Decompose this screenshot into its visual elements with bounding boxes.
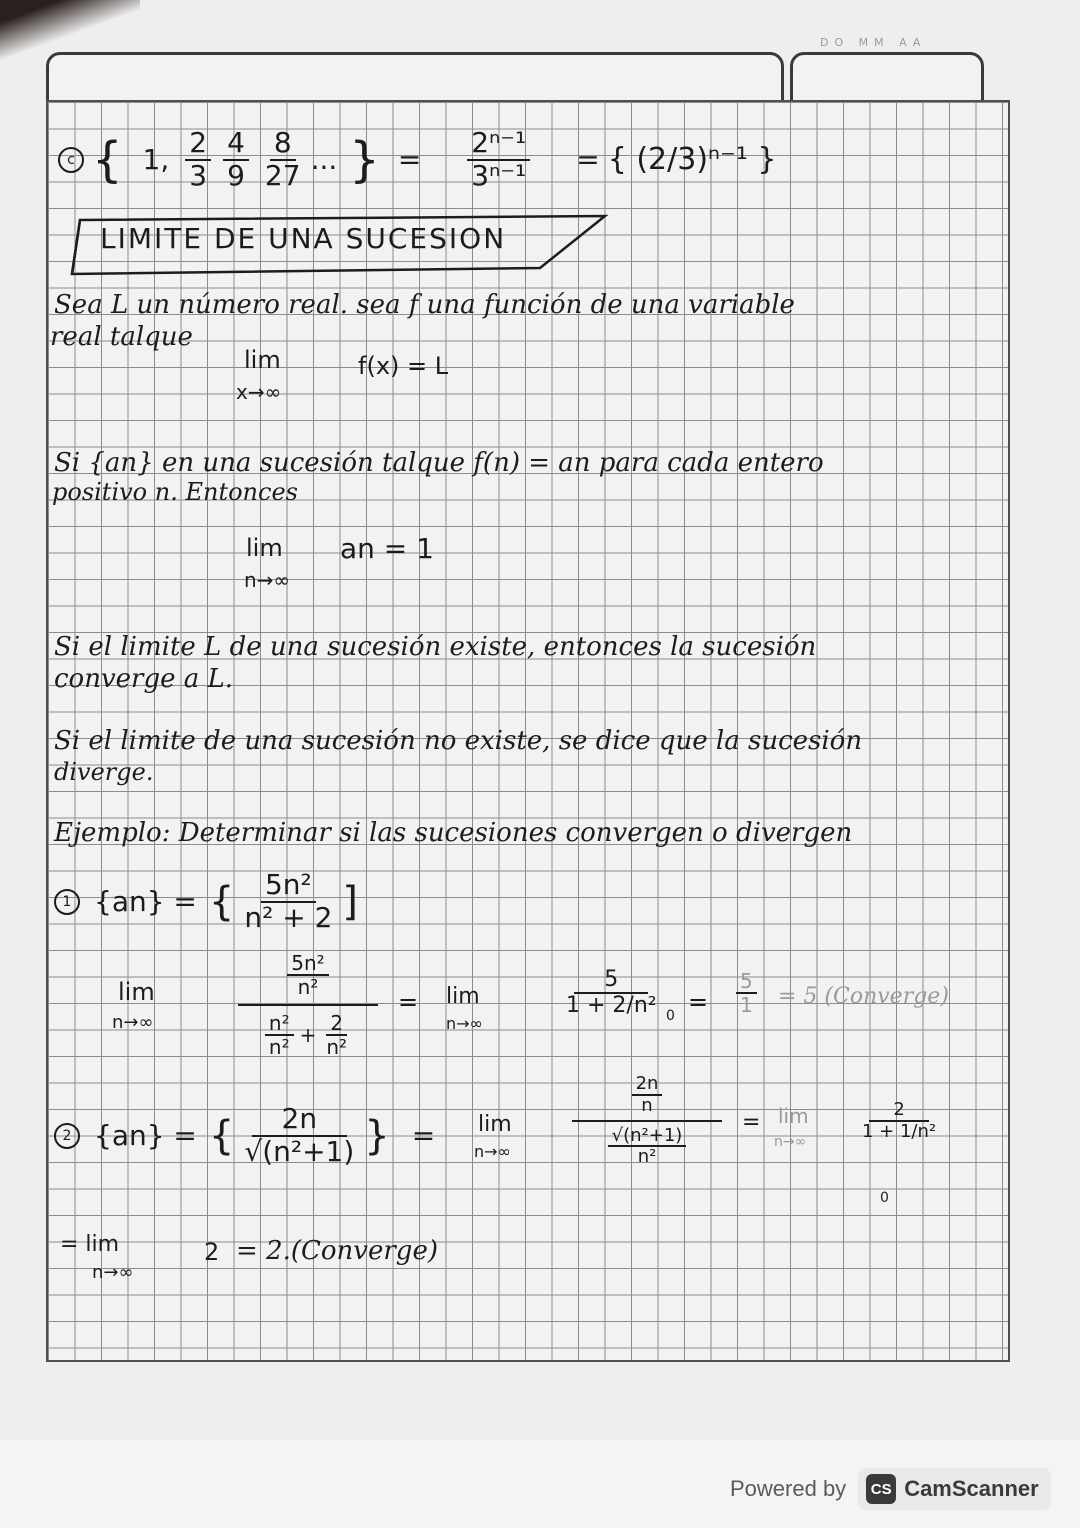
- item-c-line: [58, 128, 776, 192]
- ex2-final-value: 2: [204, 1238, 220, 1266]
- example-1-sequence: [54, 870, 358, 934]
- ex2-step2: [852, 1100, 946, 1142]
- ex2-step1: [572, 1074, 722, 1167]
- ex1-lim2-sub: n→∞: [446, 1014, 483, 1033]
- ex1-eq2: =: [688, 988, 709, 1016]
- ex2-final-lim-sub: n→∞: [92, 1262, 134, 1283]
- ex1-plus: +: [299, 1023, 317, 1047]
- brace-open-2: {: [208, 1112, 235, 1159]
- ellipsis: ...: [310, 143, 338, 177]
- converge-line-1: Si el limite L de una sucesión existe, entonces la sucesión: [54, 632, 817, 662]
- example-2-sequence: [54, 1104, 441, 1168]
- ex1-step1-b2: $\frac{2}{\text{n²}}$: [326, 1011, 348, 1059]
- ex1-result: = 5 (Converge): [778, 984, 949, 1009]
- ex2-lim-sub: n→∞: [474, 1142, 511, 1161]
- theorem-line-2: positivo n. Entonces: [52, 478, 298, 506]
- definition-line-2: real talque: [50, 322, 193, 352]
- example-2-marker: 2: [54, 1123, 80, 1149]
- section-title: LIMITE DE UNA SUCESION: [100, 222, 507, 255]
- term-3: $\frac{4}{9}$: [223, 128, 249, 192]
- thm-lim-expr: an = 1: [340, 532, 434, 565]
- ex1-step2-frac: $\frac{5}{\text{1 + 2/n²}}$: [566, 967, 657, 1019]
- equals-2: =: [576, 143, 600, 177]
- ex1-eq: =: [398, 988, 419, 1016]
- term-4: $\frac{8}{27}$: [264, 126, 301, 192]
- example-2-term: $\frac{2n}{\text{√(n²+1)}}$: [244, 1102, 355, 1168]
- ex1-step1-bottom: [259, 1012, 357, 1058]
- example-heading: Ejemplo: Determinar si las sucesiones convergen o divergen: [54, 818, 853, 848]
- converge-line-2: converge a L.: [54, 664, 234, 694]
- term-2: $\frac{2}{3}$: [185, 128, 211, 192]
- ex2-lim2-word: lim: [778, 1104, 809, 1128]
- example-1-marker: 1: [54, 889, 80, 915]
- brace-close: ]: [342, 878, 359, 925]
- example-2-lhs: {an} =: [94, 1119, 197, 1153]
- theorem-line-1: Si {an} en una sucesión talque f(n) = an para cada entero: [54, 448, 824, 478]
- ex2-step1-num: $\frac{2n}{n}$: [632, 1074, 663, 1116]
- date-marks: DO MM AA: [820, 36, 927, 49]
- diverge-line-1: Si el limite de una sucesión no existe, se dice que la sucesión: [54, 726, 863, 756]
- ex2-eq: =: [411, 1119, 436, 1153]
- ex2-final-lim-word: = lim: [60, 1232, 120, 1257]
- ex2-final-result: = 2.(Converge): [236, 1236, 438, 1266]
- ex2-step2-frac: $\frac{2}{\text{1 + 1/n²}}$: [862, 1099, 937, 1142]
- ex1-zero-mark: 0: [666, 1008, 675, 1024]
- ex1-step3-frac: $\frac{5}{1}$: [736, 970, 757, 1016]
- item-c-result: { (2/3)ⁿ⁻¹ }: [607, 142, 777, 178]
- camscanner-badge: [858, 1468, 1051, 1510]
- general-term: $\frac{\text{2ⁿ⁻¹}}{\text{3ⁿ⁻¹}}$: [467, 128, 530, 192]
- thm-lim-word: lim: [246, 534, 283, 562]
- def-lim-expr: f(x) = L: [358, 352, 449, 380]
- ex2-step1-bar: [572, 1120, 722, 1122]
- ex1-lim2-word: lim: [446, 984, 480, 1009]
- ex2-zero-mark: 0: [880, 1190, 889, 1206]
- page-corner-shadow: [0, 0, 140, 60]
- thm-lim-sub: n→∞: [244, 568, 291, 592]
- ex2-lim-word: lim: [478, 1112, 512, 1137]
- brace-open: {: [208, 878, 235, 925]
- ex2-lim2-sub: n→∞: [774, 1134, 807, 1150]
- ex1-step3: [730, 970, 763, 1016]
- set-close: }: [349, 131, 380, 188]
- set-open: {: [92, 131, 123, 188]
- brace-close-2: }: [364, 1112, 390, 1159]
- example-1-lhs: {an} =: [94, 885, 197, 919]
- ex1-step2: [556, 968, 667, 1018]
- ex1-step1-top: $\frac{\text{5n²}}{\text{n²}}$: [287, 952, 328, 998]
- ex1-lim-sub: n→∞: [112, 1012, 154, 1033]
- ex1-step1-bar: [238, 1004, 378, 1006]
- scanner-watermark: [730, 1468, 1051, 1510]
- ex2-eq2: =: [742, 1110, 761, 1135]
- definition-line-1: Sea L un número real. sea f una función de una variable: [54, 290, 795, 320]
- ex1-step1-b1: $\frac{\text{n²}}{\text{n²}}$: [265, 1012, 294, 1058]
- equals-1: =: [397, 143, 422, 177]
- powered-by-text: Powered by: [730, 1476, 847, 1501]
- ex2-step1-den: $\frac{\text{√(n²+1)}}{\text{n²}}$: [608, 1126, 687, 1168]
- term-1: 1,: [142, 143, 170, 177]
- def-lim-sub: x→∞: [236, 380, 282, 404]
- def-lim-word: lim: [244, 346, 281, 374]
- ex1-step1: [238, 952, 378, 1058]
- ex1-lim-word: lim: [118, 978, 155, 1006]
- camscanner-brand: CamScanner: [904, 1476, 1039, 1501]
- item-c-marker: c: [58, 147, 84, 173]
- diverge-line-2: diverge.: [54, 758, 154, 786]
- camscanner-logo-icon: CS: [866, 1474, 896, 1504]
- example-1-term: $\frac{\text{5n²}}{\text{n² + 2}}$: [244, 868, 333, 934]
